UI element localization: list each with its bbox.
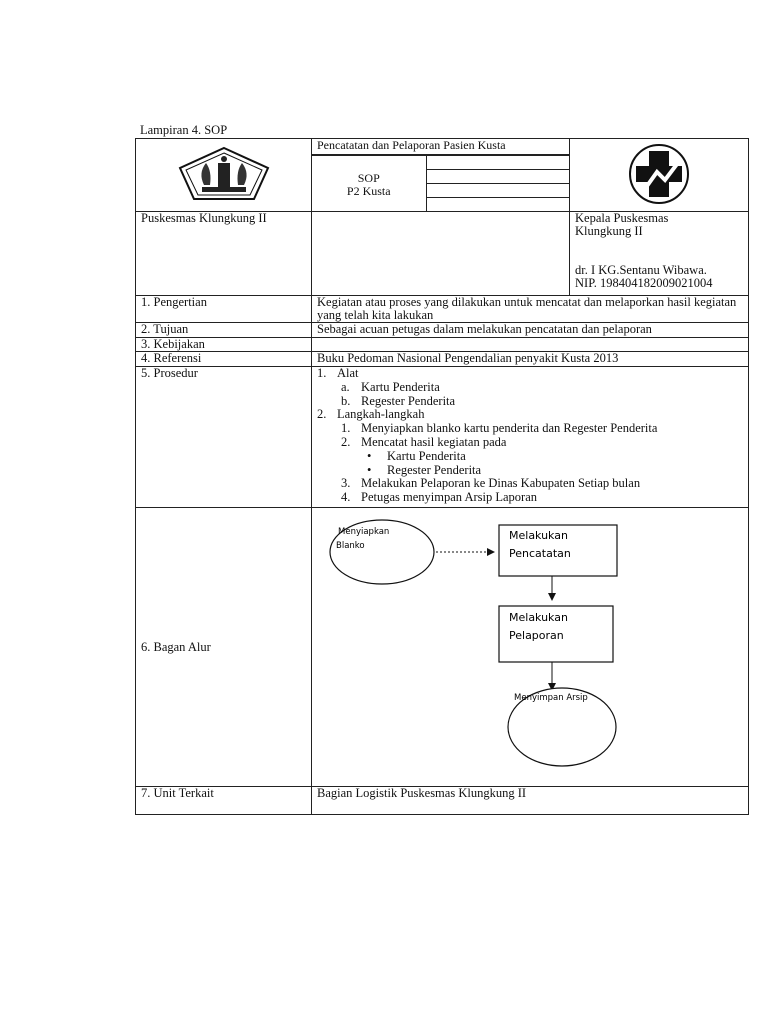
bullet-icon: • [367,448,372,463]
referensi-text: Buku Pedoman Nasional Pengendalian penyakit Kusta 2013 [312,352,749,367]
health-logo-cell [570,139,749,212]
unit-terkait-label: 7. Unit Terkait [136,787,312,815]
signer-role-1: Kepala Puskesmas [575,211,669,225]
tujuan-text: Sebagai acuan petugas dalam melakukan pencatatan dan pelaporan [312,323,749,338]
signer-name: dr. I KG.Sentanu Wibawa. [575,263,707,277]
flowchart [312,508,748,786]
flow-step-2-label-1: Melakukan [509,611,568,624]
flowchart-cell [312,508,749,787]
prosedur-list [317,367,743,505]
title-cell [312,139,570,212]
blank-middle-cell [312,212,570,296]
signer-role-2: Klungkung II [575,224,643,238]
flow-step-1-label-1: Melakukan [509,529,568,542]
regency-emblem-icon [174,145,274,203]
institution-name: Puskesmas Klungkung II [141,211,267,225]
bullet-icon: • [367,462,372,477]
tujuan-label: 2. Tujuan [136,323,312,338]
regency-logo-cell [136,139,312,212]
step-marker: 4. [341,490,351,505]
step-item: Mencatat hasil kegiatan pada [361,434,507,449]
kebijakan-label: 3. Kebijakan [136,338,312,352]
attachment-label: Lampiran 4. SOP [140,123,228,137]
signer-cell [570,212,749,296]
sub-bullet-item: Kartu Penderita [387,448,466,463]
unit-terkait-text: Bagian Logistik Puskesmas Klungkung II [312,787,749,815]
sop-table [135,138,749,815]
step-item: Menyiapkan blanko kartu penderita dan Regester Penderita [361,421,658,436]
signer-nip: NIP. 198404182009021004 [575,276,713,290]
flow-end-label: Menyimpan Arsip [514,693,588,703]
sop-code-cell [312,156,426,212]
flow-step-1-label-2: Pencatatan [509,547,571,560]
kebijakan-text [312,338,749,352]
langkah-title: Langkah-langkah [337,407,425,422]
referensi-label: 4. Referensi [136,352,312,367]
meta-blank-3 [426,184,570,198]
prosedur-label: 5. Prosedur [136,367,312,508]
sop-title: Pencatatan dan Pelaporan Pasien Kusta [312,139,569,155]
step-marker: 3. [341,476,351,491]
step-item: Petugas menyimpan Arsip Laporan [361,490,538,505]
meta-blank-1 [426,156,570,170]
puskesmas-logo-icon [627,142,691,206]
sop-code: SOP [357,170,380,185]
pengertian-label: 1. Pengertian [136,296,312,323]
sub-bullet-item: Regester Penderita [387,462,482,477]
meta-blank-2 [426,170,570,184]
step-marker: 1. [341,421,351,436]
pengertian-text: Kegiatan atau proses yang dilakukan untuk mencatat dan melaporkan hasil kegiatan yang telah kita lakukan [312,296,749,323]
meta-blank-4 [426,198,570,212]
alat-title: Alat [337,366,359,380]
step-marker: 2. [341,434,351,449]
flow-start-label-1: Menyiapkan [338,527,390,537]
alat-item: Kartu Penderita [361,379,440,394]
langkah-number: 2. [317,407,327,422]
flow-step-2-label-2: Pelaporan [509,629,564,642]
step-item: Melakukan Pelaporan ke Dinas Kabupaten Setiap bulan [361,476,641,491]
alat-item-marker: b. [341,393,351,408]
alat-item-marker: a. [341,379,350,394]
flow-start-label-2: Blanko [336,541,365,551]
bagan-alur-label: 6. Bagan Alur [136,508,312,787]
sop-meta-grid [312,155,570,211]
alat-number: 1. [317,366,327,380]
alat-item: Regester Penderita [361,393,456,408]
sop-program: P2 Kusta [346,183,391,198]
institution-name-cell [136,212,312,296]
prosedur-content [312,367,749,508]
